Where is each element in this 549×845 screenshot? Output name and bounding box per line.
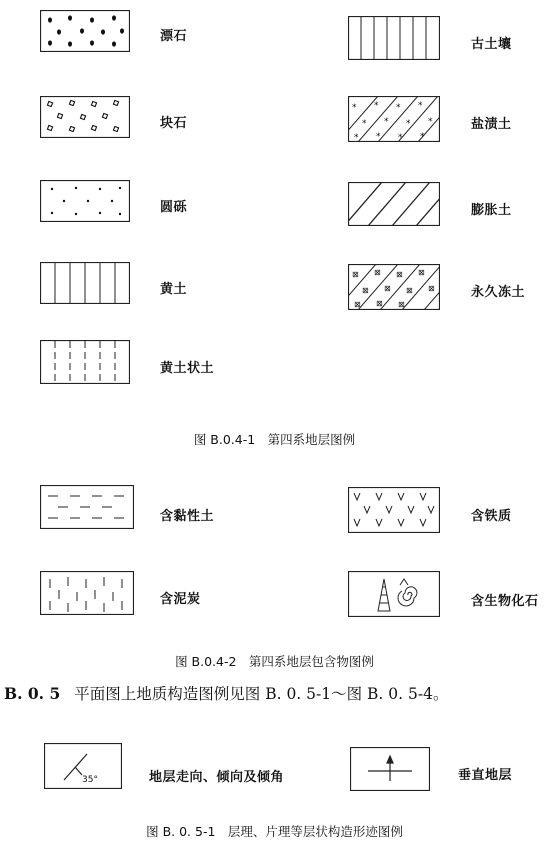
vertical-strata-swatch (350, 747, 430, 791)
paleosol-swatch (348, 16, 440, 60)
loess-label: 黄土 (160, 282, 188, 297)
svg-text:⊠: ⊠ (398, 300, 405, 309)
boulder-label: 漂石 (160, 29, 188, 44)
svg-text:⊠: ⊠ (396, 270, 403, 279)
figure-caption-b042: 图 B.0.4-2 第四系地层包含物图例 (175, 654, 374, 669)
svg-text:*: * (398, 133, 403, 142)
svg-text:⊠: ⊠ (362, 286, 369, 295)
saline-soil-label: 盐渍土 (471, 117, 512, 132)
boulder-swatch (40, 10, 130, 52)
svg-text:*: * (428, 117, 433, 127)
svg-text:*: * (384, 117, 389, 127)
saline-soil-swatch (348, 96, 440, 142)
peat-inclusion-swatch (40, 571, 134, 615)
section-number: B. 0. 5 (4, 684, 61, 703)
svg-text:*: * (420, 132, 425, 142)
iron-inclusion-label: 含铁质 (471, 509, 512, 524)
section-b05-paragraph (4, 682, 448, 704)
svg-text:*: * (418, 101, 423, 111)
strike-dip-label: 地层走向、倾向及倾角 (149, 770, 285, 785)
loess-like-soil-swatch (40, 340, 130, 384)
strike-dip-swatch (44, 743, 122, 789)
svg-text:*: * (354, 133, 359, 142)
svg-text:⊠: ⊠ (418, 268, 425, 277)
round-gravel-label: 圆砾 (160, 200, 188, 215)
svg-text:⊠: ⊠ (428, 284, 435, 293)
loess-like-soil-label: 黄土状土 (160, 361, 215, 376)
iron-inclusion-swatch (348, 487, 440, 533)
permafrost-swatch (348, 264, 440, 310)
svg-text:*: * (352, 103, 357, 113)
vertical-strata-label: 垂直地层 (458, 768, 513, 783)
svg-text:⊠: ⊠ (352, 270, 359, 279)
clay-soil-inclusion-label: 含黏性土 (160, 509, 215, 524)
biofossil-inclusion-swatch (348, 571, 440, 617)
svg-text:*: * (362, 119, 367, 129)
svg-text:⊠: ⊠ (384, 284, 391, 293)
figure-caption-b041: 图 B.0.4-1 第四系地层图例 (193, 432, 356, 447)
loess-swatch (40, 262, 130, 304)
paleosol-label: 古土壤 (471, 37, 512, 52)
expansive-soil-swatch (348, 182, 440, 226)
svg-text:*: * (374, 101, 379, 111)
expansive-soil-label: 膨胀土 (471, 203, 512, 218)
figure-caption-b051: 图 B. 0. 5-1 层理、片理等层状构造形迹图例 (146, 824, 403, 839)
dip-angle-label: 35° (82, 775, 98, 785)
svg-text:*: * (376, 132, 381, 142)
permafrost-label: 永久冻土 (471, 285, 526, 300)
block-stone-label: 块石 (160, 116, 188, 131)
biofossil-inclusion-label: 含生物化石 (471, 594, 539, 609)
svg-text:*: * (406, 119, 411, 129)
svg-text:⊠: ⊠ (376, 299, 383, 308)
clay-soil-inclusion-swatch (40, 485, 134, 529)
peat-inclusion-label: 含泥炭 (160, 592, 201, 607)
svg-text:⊠: ⊠ (374, 268, 381, 277)
svg-text:⊠: ⊠ (406, 286, 413, 295)
block-stone-swatch (40, 96, 130, 138)
round-gravel-swatch (40, 180, 130, 222)
section-text: 平面图上地质构造图例见图 B. 0. 5-1～图 B. 0. 5-4。 (74, 685, 449, 703)
svg-text:*: * (396, 103, 401, 113)
svg-text:⊠: ⊠ (354, 300, 361, 309)
